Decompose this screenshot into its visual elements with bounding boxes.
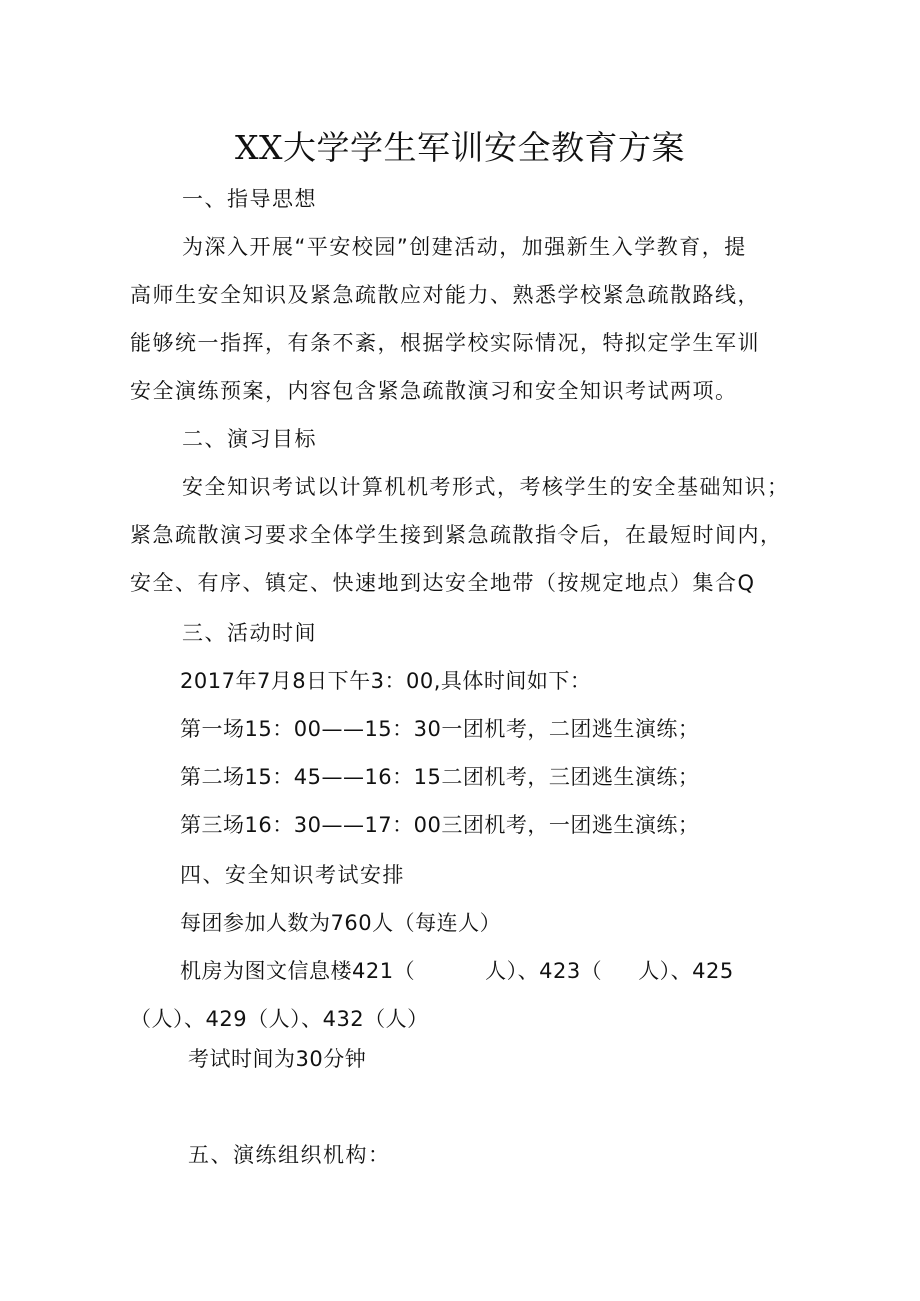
- rooms-part: 机房为图文信息楼421（: [180, 959, 416, 983]
- paragraph-line: 紧急疏散演习要求全体学生接到紧急疏散指令后，在最短时间内，: [130, 523, 783, 547]
- section-heading-drill-goals: 二、演习目标: [182, 427, 317, 451]
- session-line: 第二场15：45——16：15二团机考，三团逃生演练；: [180, 765, 700, 789]
- paragraph-line: 能够统一指挥，有条不紊，根据学校实际情况，特拟定学生军训: [130, 331, 760, 355]
- section-heading-activity-time: 三、活动时间: [182, 621, 317, 645]
- session-line: 第一场15：00——15：30一团机考，二团逃生演练；: [180, 717, 700, 741]
- paragraph-line: 安全知识考试以计算机机考形式，考核学生的安全基础知识；: [182, 475, 790, 499]
- rooms-part: 人）、423（: [485, 959, 603, 983]
- participants-line: 每团参加人数为760人（每连人）: [180, 911, 502, 935]
- paragraph-line: 为深入开展“平安校园”创建活动，加强新生入学教育，提: [182, 235, 747, 259]
- section-heading-exam-arrangement: 四、安全知识考试安排: [180, 863, 405, 887]
- rooms-line: [180, 956, 734, 986]
- paragraph-line: 高师生安全知识及紧急疏散应对能力、熟悉学校紧急疏散路线，: [130, 283, 760, 307]
- rooms-part: 人）、425: [638, 959, 734, 983]
- paragraph-line: 安全、有序、镇定、快速地到达安全地带（按规定地点）集合Q: [130, 571, 756, 595]
- exam-duration-line: 考试时间为30分钟: [188, 1047, 367, 1071]
- paragraph-line: 安全演练预案，内容包含紧急疏散演习和安全知识考试两项。: [130, 379, 738, 403]
- section-heading-drill-organization: 五、演练组织机构：: [188, 1143, 391, 1167]
- section-heading-guiding-ideology: 一、指导思想: [182, 187, 317, 211]
- session-line: 第三场16：30——17：00三团机考，一团逃生演练；: [180, 813, 700, 837]
- document-title: XX大学学生军训安全教育方案: [235, 128, 685, 167]
- date-line: 2017年7月8日下午3：00,具体时间如下：: [180, 669, 592, 693]
- rooms-line-continued: （人）、429（人）、432（人）: [130, 1007, 429, 1031]
